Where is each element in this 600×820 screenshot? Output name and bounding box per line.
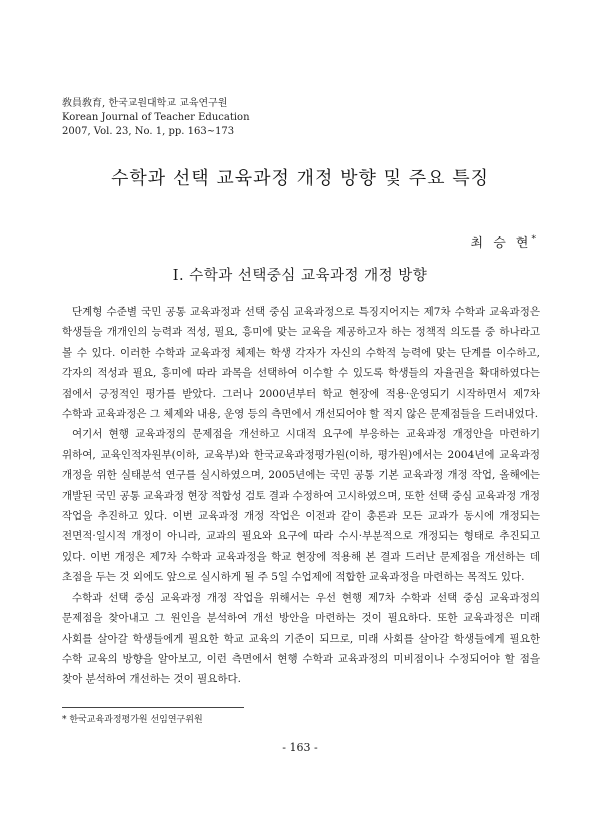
paragraph-3: 수학과 선택 중심 교육과정 개정 작업을 위해서는 우선 현행 제7차 수학과 선택 중심 교육과정의 문제점을 찾아내고 그 원인을 분석하여 개선 방안을 마련하는 것이 필요하다. 또한 교육과정은 미래 사회를 살아갈 학생들에게 필요한 학교 교육의 기준이 되므로, 미래 사회를 살아갈 학생들에게 필요한 수학 교육의 방향을 알아보고, 이런 측면에서 현행 수학과 교육과정의 미비점이나 수정되어야 할 점을 찾아 분석하여 개선하는 것이 필요하다. bbox=[62, 591, 540, 686]
paragraph-2: 여기서 현행 교육과정의 문제점을 개선하고 시대적 요구에 부응하는 교육과정 개정안을 마련하기 위하여, 교육인적자원부(이하, 교육부)와 한국교육과정평가원(이하, 평가원)에서는 2004년에 교육과정 개정을 위한 실태분석 연구를 실시하였으며, 2005년에는 국민 공통 기본 교육과정 개정 작업, 올해에는 개발된 국민 공통 교육과정 현장 적합성 검토 결과 수정하여 고시하였으며, 또한 선택 중심 교육과정 개정 작업을 추진하고 있다. 이번 교육과정 개정 작업은 이전과 같이 총론과 모든 교과가 동시에 개정되는 전면적·일시적 개정이 아니라, 교과의 필요와 요구에 따라 수시·부분적으로 개정되는 형태로 추진되고 있다. 이번 개정은 제7차 수학과 교육과정을 학교 현장에 적용해 본 결과 드러난 문제점을 개선하는 데 초점을 두는 것 외에도 앞으로 실시하게 될 주 5일 수업제에 적합한 교육과정을 마련하는 목적도 있다. bbox=[62, 428, 540, 584]
footnote-divider bbox=[62, 707, 244, 708]
body-text bbox=[62, 302, 540, 690]
journal-name-line: 敎員敎育, 한국교원대학교 교육연구원 bbox=[62, 98, 228, 109]
journal-volume-line: 2007, Vol. 23, No. 1, pp. 163~173 bbox=[62, 126, 235, 137]
author-name: 최 승 현 bbox=[470, 236, 532, 251]
section-heading: Ⅰ. 수학과 선택중심 교육과정 개정 방향 bbox=[172, 268, 428, 284]
paragraph-1: 단계형 수준별 국민 공통 교육과정과 선택 중심 교육과정으로 특징지어지는 제7차 수학과 교육과정은 학생들을 개개인의 능력과 적성, 필요, 흥미에 맞는 교육을 제공하고자 하는 정책적 의도를 중 하나라고 볼 수 있다. 이러한 수학과 교육과정 체제는 학생 각자가 자신의 수학적 능력에 맞는 단계를 이수하고, 각자의 적성과 필요, 흥미에 따라 과목을 선택하여 이수할 수 있도록 학생들의 자율권을 확대하였다는 점에서 긍정적인 평가를 받았다. 그러나 2000년부터 학교 현장에 적용·운영되기 시작하면서 제7차 수학과 교육과정은 그 체제와 내용, 운영 등의 측면에서 개선되어야 할 적지 않은 문제점들을 드러내었다. bbox=[62, 306, 540, 421]
author-footnote-mark: * bbox=[531, 234, 536, 245]
journal-header bbox=[62, 97, 250, 139]
page-number: - 163 - bbox=[282, 741, 318, 754]
paper-title: 수학과 선택 교육과정 개정 방향 및 주요 특징 bbox=[110, 168, 490, 189]
footnote: * 한국교육과정평가원 선임연구위원 bbox=[62, 715, 203, 725]
author bbox=[471, 232, 536, 251]
journal-english-line: Korean Journal of Teacher Education bbox=[62, 112, 250, 123]
